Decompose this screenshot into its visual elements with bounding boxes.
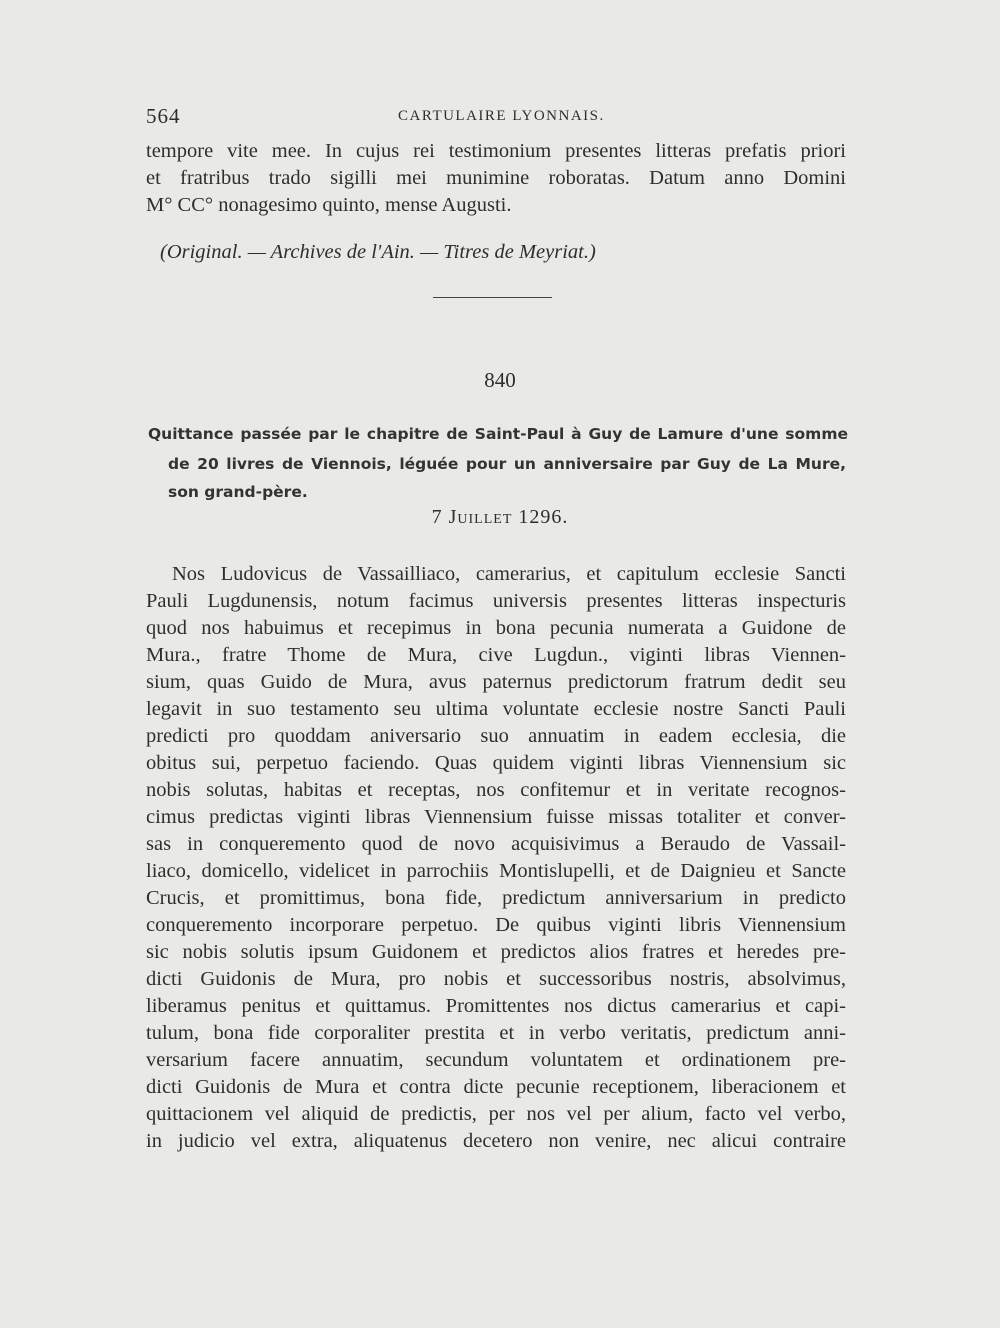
text-line: sas in conqueremento quod de novo acquisivimus a Beraudo de Vassail- [146, 833, 846, 855]
text-line: tempore vite mee. In cujus rei testimonium presentes litteras prefatis priori [146, 140, 846, 162]
text-line: quittacionem vel aliquid de predictis, per nos vel per alium, facto vel verbo, [146, 1103, 846, 1125]
text-line: quod nos habuimus et recepimus in bona pecunia numerata a Guidone de [146, 617, 846, 639]
text-line: conqueremento incorporare perpetuo. De quibus viginti libris Viennensium [146, 914, 846, 936]
text-line: liberamus penitus et quittamus. Promittentes nos dictus camerarius et capi- [146, 995, 846, 1017]
running-title: CARTULAIRE LYONNAIS. [398, 108, 605, 124]
text-line: Mura., fratre Thome de Mura, cive Lugdun., viginti libras Viennen- [146, 644, 846, 666]
text-line: sic nobis solutis ipsum Guidonem et predictos alios fratres et heredes pre- [146, 941, 846, 963]
act-date: 7 Juillet 1296. [431, 506, 569, 528]
source-note: (Original. — Archives de l'Ain. — Titres de Meyriat.) [160, 241, 596, 263]
text-line: tulum, bona fide corporaliter prestita et in verbo veritatis, predictum anni- [146, 1022, 846, 1044]
text-line: sium, quas Guido de Mura, avus paternus predictorum fratrum dedit seu [146, 671, 846, 693]
summary-line: son grand-père. [168, 483, 308, 501]
text-line: M° CC° nonagesimo quinto, mense Augusti. [146, 194, 512, 216]
page-header [146, 104, 846, 130]
text-line: cimus predictas viginti libras Viennensium fuisse missas totaliter et conver- [146, 806, 846, 828]
summary-line: Quittance passée par le chapitre de Saint-Paul à Guy de Lamure d'une somme [148, 425, 848, 443]
text-line: nobis solutas, habitas et receptas, nos confitemur et in veritate recognos- [146, 779, 846, 801]
text-line: obitus sui, perpetuo faciendo. Quas quidem viginti libras Viennensium sic [146, 752, 846, 774]
text-line: Crucis, et promittimus, bona fide, predictum anniversarium in predicto [146, 887, 846, 909]
text-line: et fratribus trado sigilli mei munimine roboratas. Datum anno Domini [146, 167, 846, 189]
text-line: dicti Guidonis de Mura, pro nobis et successoribus nostris, absolvimus, [146, 968, 846, 990]
text-line: dicti Guidonis de Mura et contra dicte pecunie receptionem, liberacionem et [146, 1076, 846, 1098]
text-line: versarium facere annuatim, secundum voluntatem et ordinationem pre- [146, 1049, 846, 1071]
text-line: Nos Ludovicus de Vassailliaco, camerarius, et capitulum ecclesie Sancti [172, 563, 846, 585]
text-line: legavit in suo testamento seu ultima voluntate ecclesie nostre Sancti Pauli [146, 698, 846, 720]
text-line: in judicio vel extra, aliquatenus decetero non venire, nec alicui contraire [146, 1130, 846, 1152]
act-number: 840 [484, 368, 516, 392]
section-divider [433, 297, 552, 298]
page-number: 564 [146, 104, 181, 128]
text-line: predicti pro quoddam aniversario suo annuatim in eadem ecclesia, die [146, 725, 846, 747]
summary-line: de 20 livres de Viennois, léguée pour un anniversaire par Guy de La Mure, [168, 455, 846, 473]
text-line: liaco, domicello, videlicet in parrochiis Montislupelli, et de Daignieu et Sancte [146, 860, 846, 882]
text-line: Pauli Lugdunensis, notum facimus universis presentes litteras inspecturis [146, 590, 846, 612]
